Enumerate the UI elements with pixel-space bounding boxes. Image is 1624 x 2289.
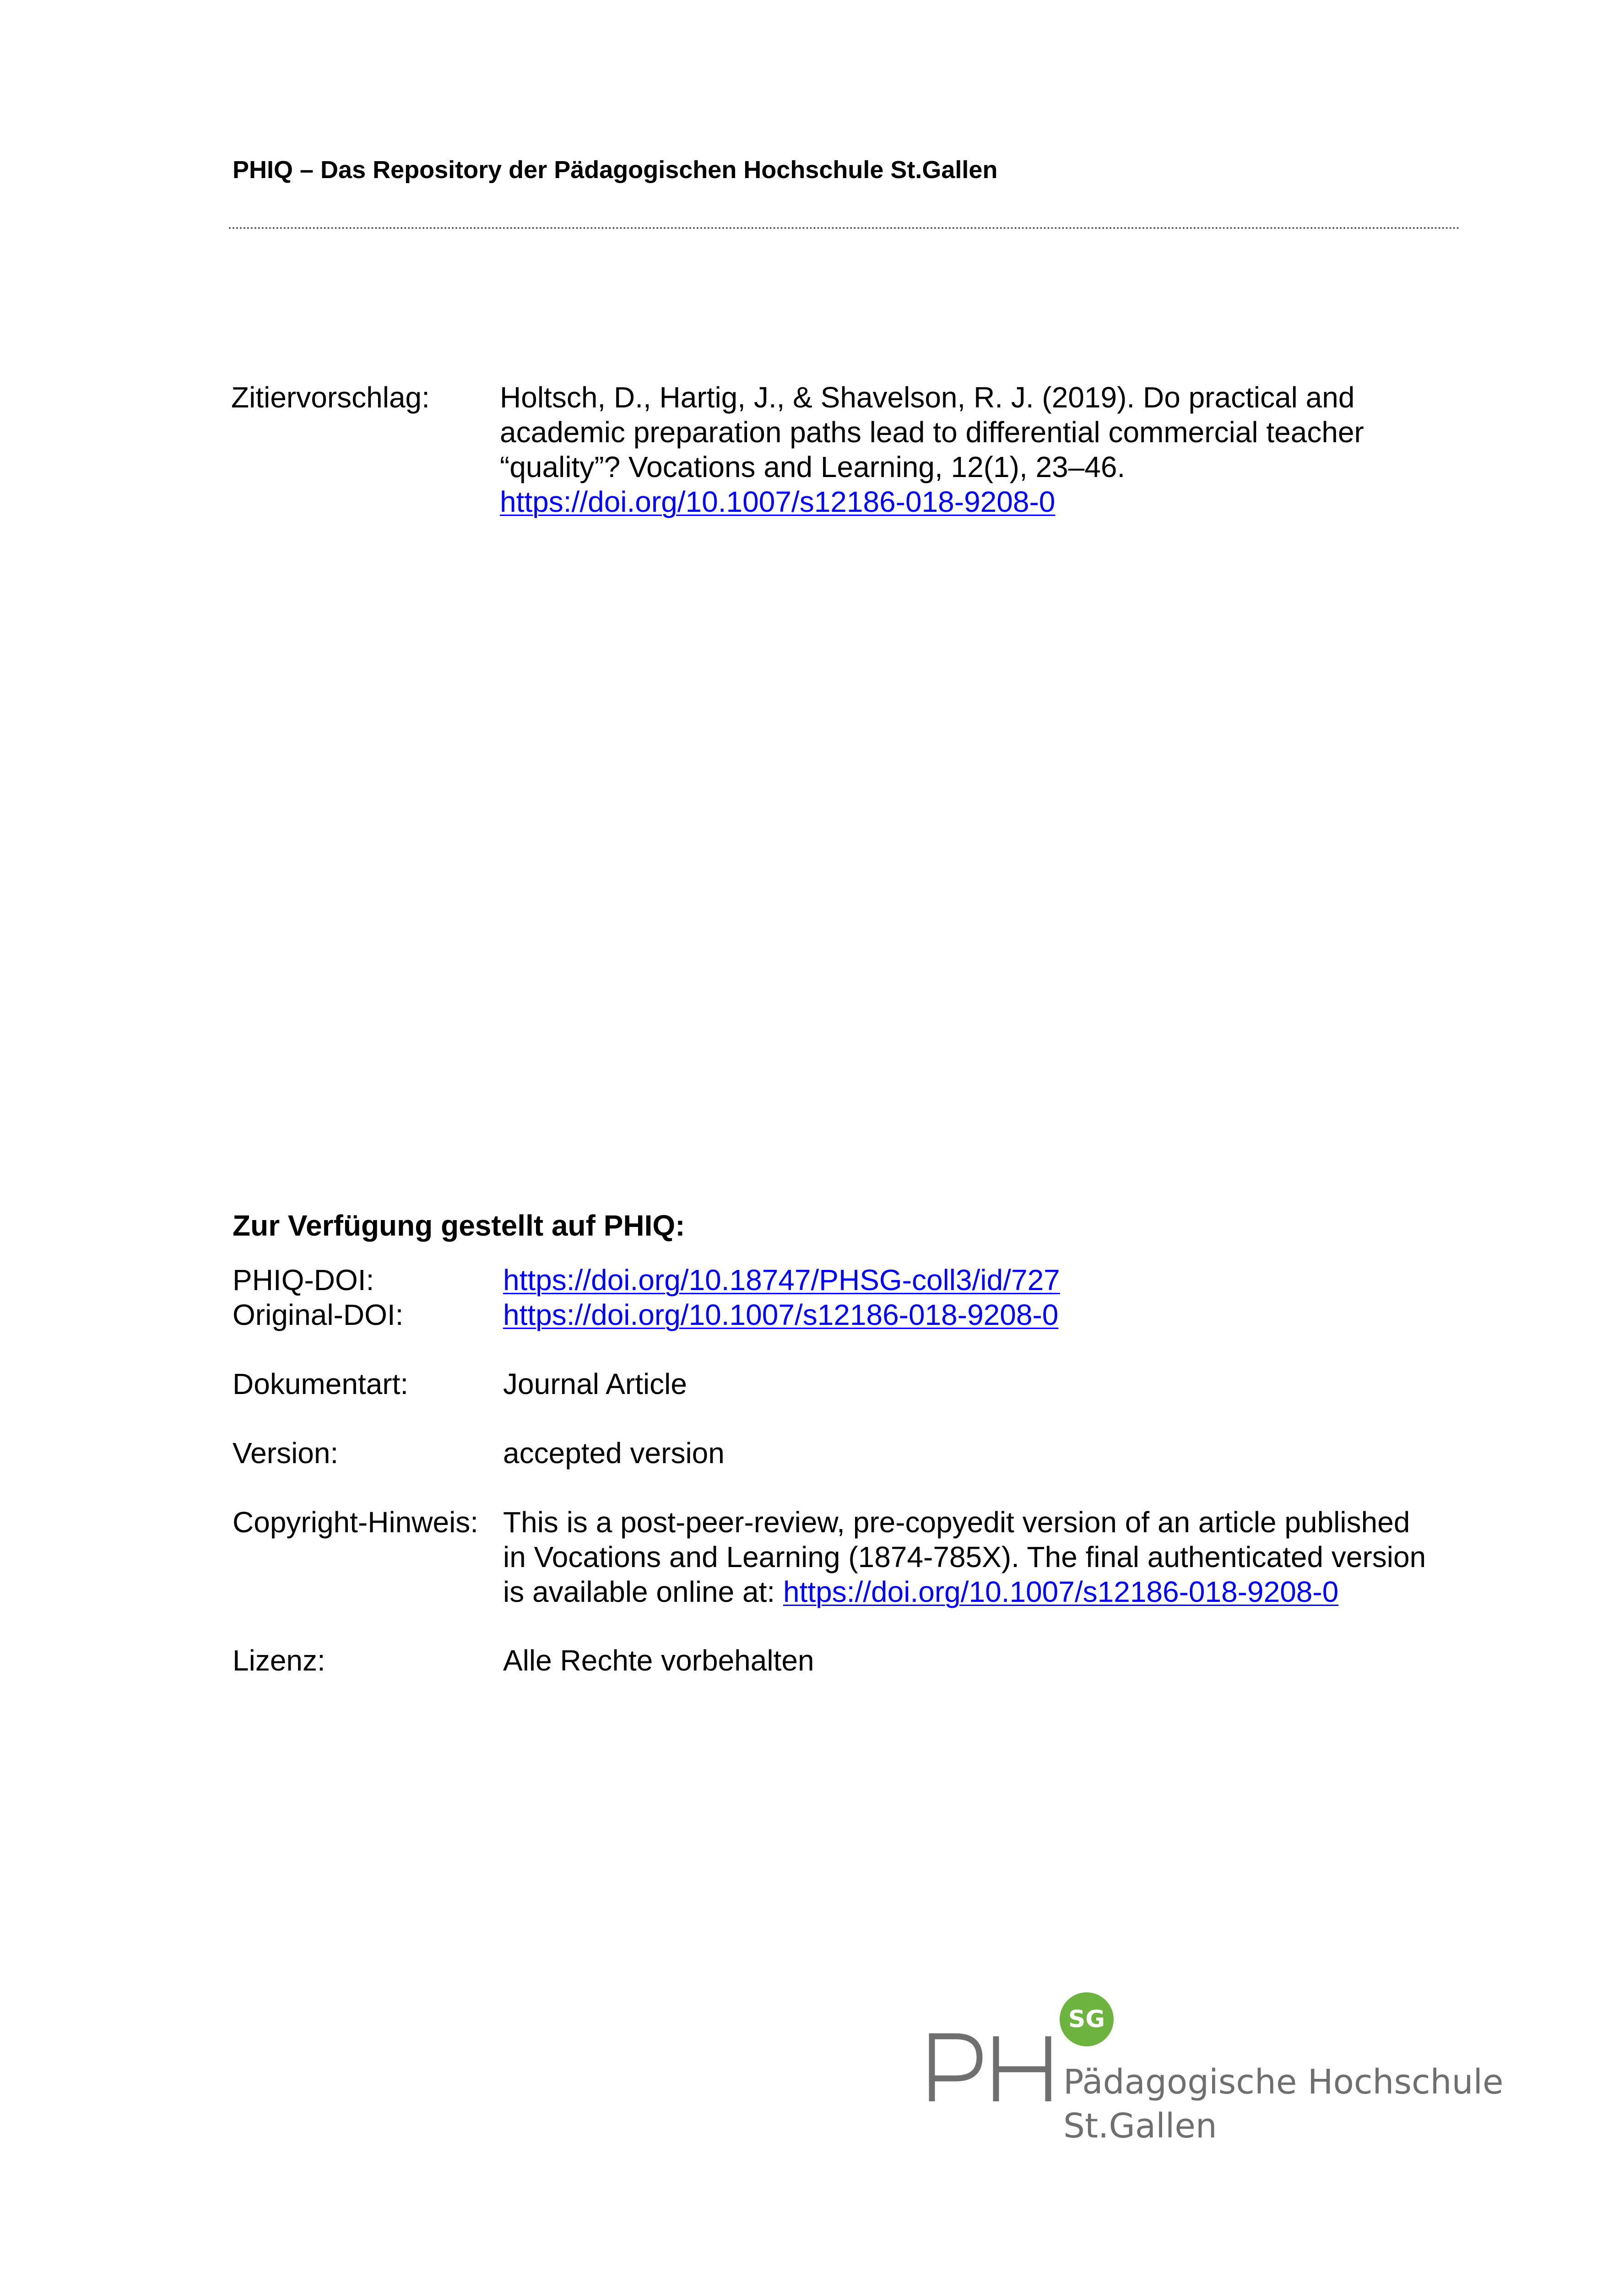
- citation-label: Zitiervorschlag:: [231, 381, 430, 414]
- citation-line: Holtsch, D., Hartig, J., & Shavelson, R. J. (2019). Do practical and: [500, 381, 1355, 414]
- phiq-doi-link[interactable]: https://doi.org/10.18747/PHSG-coll3/id/727: [503, 1264, 1060, 1296]
- original-doi-label: Original-DOI:: [233, 1298, 404, 1331]
- repository-header-title: PHIQ – Das Repository der Pädagogischen Hochschule St.Gallen: [233, 156, 998, 184]
- header-divider: [229, 227, 1460, 229]
- copyright-label: Copyright-Hinweis:: [233, 1506, 479, 1539]
- copyright-text: [503, 1505, 1469, 1609]
- copyright-line: This is a post-peer-review, pre-copyedit version of an article published: [503, 1506, 1410, 1539]
- ph-logo-letters: [920, 2019, 1057, 2101]
- original-doi-link[interactable]: https://doi.org/10.1007/s12186-018-9208-0: [503, 1298, 1059, 1331]
- citation-line: academic preparation paths lead to differential commercial teacher: [500, 416, 1364, 449]
- availability-heading: Zur Verfügung gestellt auf PHIQ:: [233, 1209, 685, 1242]
- phsg-logo: [920, 1991, 1504, 2156]
- citation-doi-link[interactable]: https://doi.org/10.1007/s12186-018-9208-0: [500, 485, 1056, 518]
- institution-name-line2: St.Gallen: [1063, 2106, 1217, 2146]
- version-value: accepted version: [503, 1437, 725, 1470]
- citation-line: “quality”? Vocations and Learning, 12(1), 23–46.: [500, 450, 1126, 483]
- license-value: Alle Rechte vorbehalten: [503, 1644, 814, 1677]
- sg-badge: SG: [1060, 1992, 1114, 2046]
- copyright-line: in Vocations and Learning (1874-785X). The final authenticated version: [503, 1540, 1426, 1573]
- copyright-line-prefix: is available online at:: [503, 1575, 783, 1608]
- document-type-label: Dokumentart:: [233, 1367, 409, 1400]
- phiq-doi-label: PHIQ-DOI:: [233, 1264, 374, 1296]
- institution-name-line1: Pädagogische Hochschule: [1063, 2062, 1504, 2102]
- version-label: Version:: [233, 1437, 339, 1470]
- license-label: Lizenz:: [233, 1644, 325, 1677]
- citation-text: [500, 380, 1452, 519]
- copyright-doi-link[interactable]: https://doi.org/10.1007/s12186-018-9208-0: [783, 1575, 1339, 1608]
- document-type-value: Journal Article: [503, 1367, 687, 1400]
- institution-name: [1063, 2060, 1504, 2148]
